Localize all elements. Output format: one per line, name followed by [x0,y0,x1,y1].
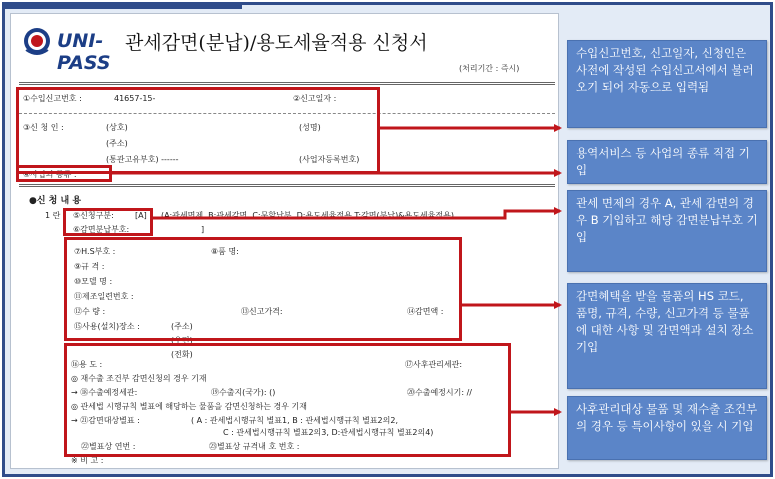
divider [19,82,555,85]
post-mgmt-customs-field[interactable]: ⑰사후관리세관: [405,360,463,369]
target-table-field[interactable]: → ㉑감면대상별표 : [71,416,140,425]
target-table-options-2: C : 관세법시행규칙 별표2의3, D:관세법시행규칙 별표2의4) [223,428,434,437]
highlight-post-management [64,343,511,457]
divider [19,184,555,187]
import-decl-no-label: ①수입신고번호 : [23,94,82,103]
reduction-amount-field[interactable]: ⑭감면액 : [407,307,444,316]
customs-id-field[interactable]: (통관고유부호) ------ [106,155,179,164]
reduction-code-bracket[interactable]: ] [201,225,205,234]
callout-apply-type: 관세 면제의 경우 A, 관세 감면의 경우 B 기입하고 해당 감면분납부호 기입 [567,190,767,272]
table-serial-field[interactable]: ㉒별표상 연번 : [81,442,136,451]
slide-top-bar [2,2,242,9]
table-spec-no-field[interactable]: ㉓별표상 규격내 호 번호 : [209,442,300,451]
callout-item-details: 감면혜택을 받을 물품의 HS 코드, 품명, 규격, 수량, 신고가격 등 물품에 대한 사항 및 감면액과 설치 장소 기입 [567,283,767,389]
place-phone[interactable]: (전화) [171,350,193,359]
export-customs-field[interactable]: → ⑱수출예정세관: [71,388,138,397]
highlight-item-details [64,237,462,341]
table-note: ◎ 관세법 시행규칙 별표에 해당하는 물품을 감면신청하는 경우 기재 [71,402,307,411]
item-name-field[interactable]: ⑧품 명: [211,247,239,256]
highlight-applicant-info [16,87,380,174]
target-table-options-1: ( A : 관세법시행규칙 별표1, B : 관세법시행규칙 별표2의2, [191,416,399,425]
apply-type-label: ⑤신청구분: [73,211,114,220]
address-field[interactable]: (주소) [106,139,128,148]
business-type-field[interactable]: ④사업의 종류 : [23,170,77,179]
model-field[interactable]: ⑩모델 명 : [74,277,113,286]
import-decl-no-value[interactable]: 41657-15- [114,94,156,103]
reexport-note: ◎ 재수출 조건부 감면신청의 경우 기재 [71,374,207,383]
highlight-apply-type [63,208,153,236]
hs-code-field[interactable]: ⑦H.S부호 : [74,247,116,256]
trade-name-field[interactable]: (상호) [106,123,128,132]
row-label: 1 란 [45,211,61,220]
spec-field[interactable]: ⑨규 격 : [74,262,105,271]
business-no-field[interactable]: (사업자등록번호) [299,155,360,164]
reduction-code-label: ⑥감면분납부호: [73,225,130,234]
install-place-field[interactable]: ⑮사용(설치)장소 : [74,322,140,331]
usage-field[interactable]: ⑯용 도 : [71,360,103,369]
place-postal[interactable]: (우편) [171,336,193,345]
callout-auto-fill: 수입신고번호, 신고일자, 신청인은 사전에 작성된 수입신고서에서 불러오기 되어 자동으로 입력됨 [567,40,767,128]
form-title: 관세감면(분납)/용도세율적용 신청서 [125,32,428,54]
uni-pass-wordmark: UNI-PASS [57,30,111,74]
callout-post-management: 사후관리대상 물품 및 재수출 조건부의 경우 등 특이사항이 있을 시 기입 [567,396,767,460]
apply-type-value[interactable]: [A] [135,211,147,220]
uni-pass-logo [21,26,121,74]
apply-type-options: (A:관세면제, B:관세감면, C:문할납부, D:용도세율적용 T:감면(분납)&용도세율적용) [161,211,454,220]
export-deadline-field[interactable]: ⑳수출예정시기: // [407,388,472,397]
export-country-field[interactable]: ⑲수출지(국가): () [211,388,276,397]
quantity-field[interactable]: ⑫수 량 : [74,307,106,316]
applicant-label: ③신 청 인 : [23,123,64,132]
processing-period: (처리기간 : 즉시) [459,64,520,73]
place-address[interactable]: (주소) [171,322,193,331]
customs-emblem-icon [21,26,55,56]
declared-price-field[interactable]: ⑬신고가격: [241,307,283,316]
callout-business-type: 용역서비스 등 사업의 종류 직접 기입 [567,140,767,184]
highlight-business-type [16,165,112,182]
name-field[interactable]: (성명) [299,123,321,132]
decl-date-label: ②신고일자 : [293,94,337,103]
serial-field[interactable]: ⑪제조일련번호 : [74,292,134,301]
section-title: ●신 청 내 용 [29,196,82,206]
remarks-field[interactable]: ※ 비 고 : [71,456,104,465]
